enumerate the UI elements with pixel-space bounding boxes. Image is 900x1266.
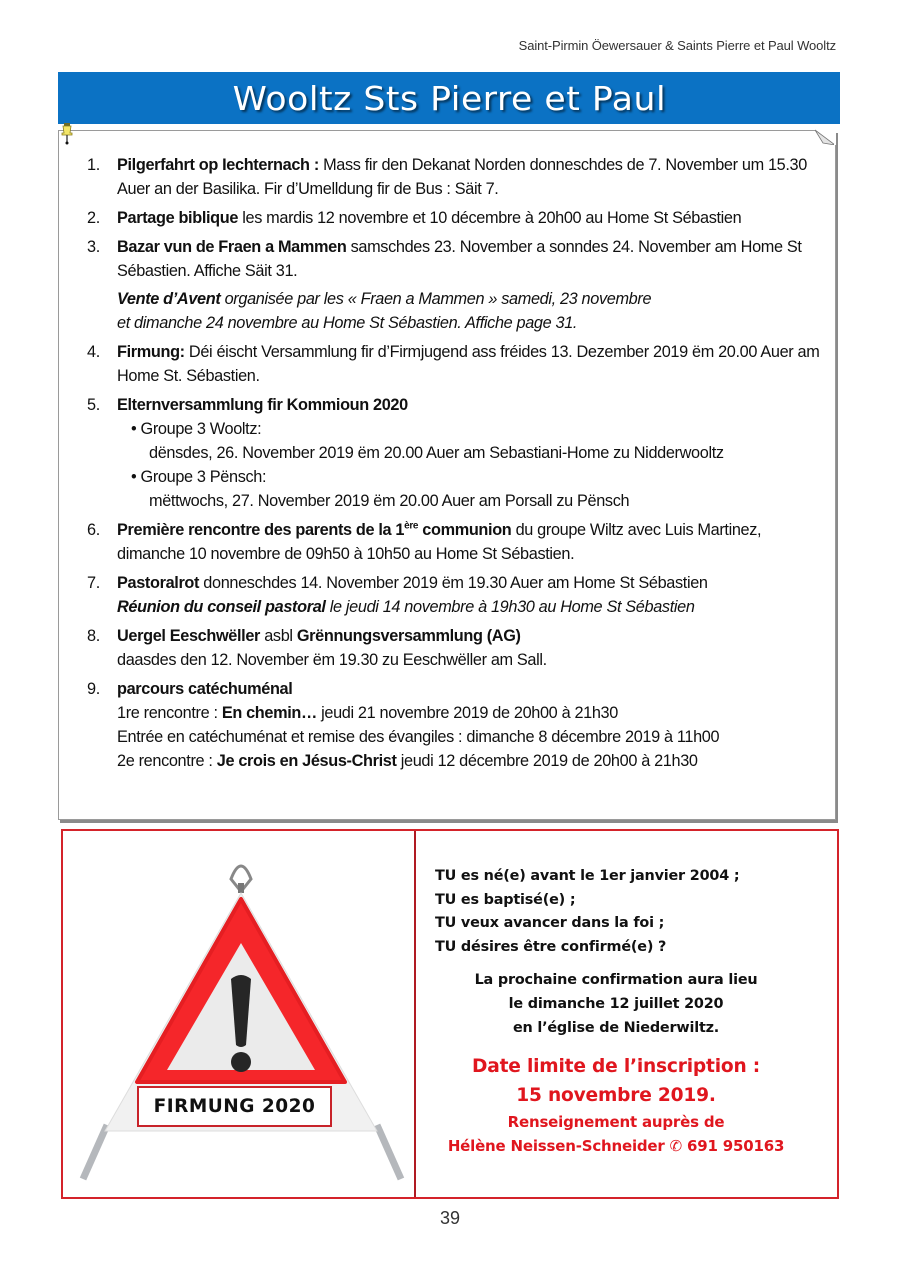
line-text: Entrée en catéchuménat et remise des évangiles : dimanche 8 décembre 2019 à 11h00 [117,728,720,746]
item-number: 2. [87,209,100,227]
item-text: Mass fir den Dekanat Norden donneschdes de 7. November um 15.30 Auer an der Basilika. Fir d’Umelldung fir de Bus : Säit 7. [117,156,807,198]
note-text: organisée par les « Fraen a Mammen » samedi, 23 novembre [220,290,652,308]
item-text: du groupe Wiltz avec Luis Martinez, dimanche 10 novembre de 09h50 à 10h50 au Home St Sébastien. [117,521,762,563]
warning-sign-icon [71,849,411,1189]
question-line: TU es baptisé(e) ; [435,891,576,908]
item-text: Déi éischt Versammlung fir d’Firmjugend ass fréides 13. Dezember 2019 ëm 20.00 Auer am Home St. Sébastien. [117,343,820,385]
item-title: Grënnungsversammlung (AG) [296,627,521,645]
contact-info: Hélène Neissen-Schneider ✆ 691 950163 [447,1137,785,1155]
sign-label: FIRMUNG 2020 [137,1086,332,1127]
line-text: jeudi 21 novembre 2019 de 20h00 à 21h30 [316,704,618,722]
schedule-line [117,701,827,725]
schedule-line [117,749,827,773]
page-curl-icon [815,129,837,145]
list-item [87,235,827,335]
confirmation-details [435,968,797,1040]
question-line: TU es né(e) avant le 1er janvier 2004 ; [435,868,740,884]
firmung-panel [61,829,839,1199]
announcement-list [87,153,827,778]
item-number: 7. [87,574,100,592]
item-text: daasdes den 12. November ëm 19.30 zu Eeschwëller am Sall. [117,651,547,669]
list-item [87,206,827,230]
question-line: TU veux avancer dans la foi ; [435,915,665,931]
line-bold: En chemin… [221,704,317,722]
page-number: 39 [439,1208,461,1228]
group-label: • Groupe 3 Wooltz: [131,420,262,438]
note-title: Vente d’Avent [117,290,221,308]
info-line: en l’église de Niederwiltz. [512,1020,720,1036]
item-title: Partage biblique [117,209,239,227]
group-label: • Groupe 3 Pënsch: [131,468,267,486]
item-title: communion [418,521,512,539]
note-text: le jeudi 14 novembre à 19h30 au Home St Sébastien [325,598,695,616]
item-text: les mardis 12 novembre et 10 décembre à 20h00 au Home St Sébastien [238,209,742,227]
deadline-label: Date limite de l’inscription : [472,1056,760,1077]
info-line: La prochaine confirmation aura lieu [474,972,758,988]
list-item [87,153,827,201]
item-number: 8. [87,627,100,645]
list-item [87,393,827,513]
list-item [87,624,827,672]
panel-divider [414,831,416,1197]
note-title: Réunion du conseil pastoral [117,598,326,616]
question-line: TU désires être confirmé(e) ? [435,938,667,955]
contact-label: Renseignement auprès de [507,1113,725,1131]
list-item [87,340,827,388]
line-text: 1re rencontre : [117,704,222,722]
item-text: asbl [260,627,297,645]
superscript: ère [404,520,419,532]
line-text: jeudi 12 décembre 2019 de 20h00 à 21h30 [396,752,698,770]
item-number: 3. [87,238,100,256]
list-item [87,518,827,566]
running-header: Saint-Pirmin Öewersauer & Saints Pierre et Paul Wooltz [518,38,836,53]
item-title: Uergel Eeschwëller [117,627,261,645]
item-number: 9. [87,680,100,698]
item-number: 6. [87,521,100,539]
item-note [117,287,827,335]
item-text: donneschdes 14. November 2019 ëm 19.30 Auer am Home St Sébastien [199,574,708,592]
registration-deadline [435,1052,797,1158]
note-text: et dimanche 24 novembre au Home St Sébastien. Affiche page 31. [117,314,578,332]
pushpin-icon [61,123,73,145]
info-line: le dimanche 12 juillet 2020 [508,996,724,1012]
item-title: Pastoralrot [117,574,200,592]
item-note [117,595,827,619]
list-item [87,677,827,773]
group-detail: mëttwochs, 27. November 2019 ëm 20.00 Auer am Porsall zu Pënsch [149,492,630,510]
section-banner [58,72,840,124]
item-title: Première rencontre des parents de la 1 [117,521,405,539]
item-title: Firmung: [117,343,185,361]
group-detail: dënsdes, 26. November 2019 ëm 20.00 Auer am Sebastiani-Home zu Nidderwooltz [149,444,724,462]
item-title: Bazar vun de Fraen a Mammen [117,238,347,256]
list-item [87,571,827,619]
item-text: samschdes 23. November a sonndes 24. November am Home St Sébastien. Affiche Säit 31. [117,238,802,280]
schedule-line [117,725,827,749]
announcements-box [58,130,836,820]
confirmation-info [435,865,835,1158]
line-bold: Je crois en Jésus-Christ [216,752,397,770]
item-title: Pilgerfahrt op Iechternach : [117,156,319,174]
line-text: 2e rencontre : [117,752,217,770]
page-title: Wooltz Sts Pierre et Paul [232,78,666,118]
item-number: 4. [87,343,100,361]
deadline-date: 15 novembre 2019. [516,1085,716,1106]
item-number: 5. [87,396,100,414]
item-title: parcours catéchuménal [117,680,293,698]
item-title: Elternversammlung fir Kommioun 2020 [117,396,408,414]
item-number: 1. [87,156,100,174]
